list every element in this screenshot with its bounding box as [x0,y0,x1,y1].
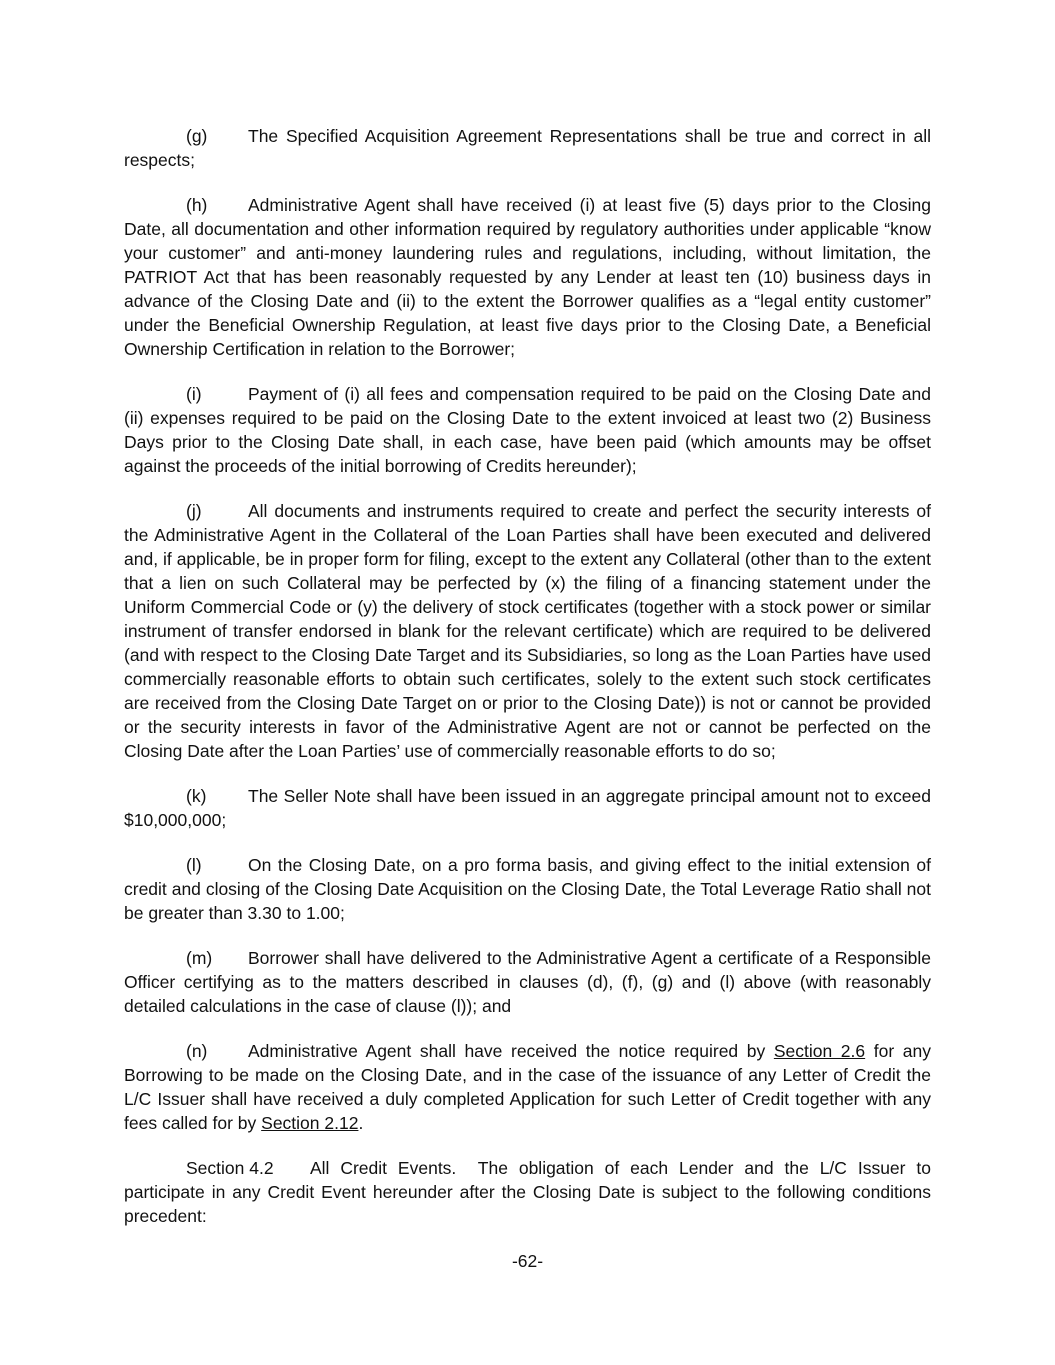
section-2-12-reference: Section 2.12 [261,1113,359,1133]
section-2-6-reference: Section 2.6 [773,1041,866,1061]
clause-text: On the Closing Date, on a pro forma basis, and giving effect to the initial extension of credit and closing of the Closing Date Acquisition on the Closing Date, the Total Leverage Ratio shall not be greater than 3.30 to 1.00; [124,855,931,923]
clause-text: The Specified Acquisition Agreement Representations shall be true and correct in all respects; [124,126,931,170]
clause-h [124,193,931,361]
clause-label: (k) [186,786,207,806]
clause-text: for any Borrowing to be made on the Closing Date, and in the case of the issuance of any Letter of Credit the L/C Issuer shall have received a duly completed Application for such Letter of Credit together with any fees called for by [124,1041,931,1133]
clause-label: (h) [186,195,208,215]
clause-label: (g) [186,126,208,146]
clause-label: (m) [186,948,213,968]
clause-l [124,853,931,925]
clause-k [124,784,931,832]
clause-label: (n) [186,1041,208,1061]
page-number: -62- [511,1251,544,1271]
clause-g [124,124,931,172]
clause-text: The Seller Note shall have been issued in an aggregate principal amount not to exceed $10,000,000; [124,786,931,830]
clause-text: Borrower shall have delivered to the Administrative Agent a certificate of a Responsible Officer certifying as to the matters described in clauses (d), (f), (g) and (l) above (with reasonably detailed calculations in the case of clause (l)); and [124,948,931,1016]
clause-m [124,946,931,1018]
clause-i [124,382,931,478]
clause-text: Payment of (i) all fees and compensation required to be paid on the Closing Date and (ii) expenses required to be paid on the Closing Date to the extent invoiced at least two (2) Business Days prior to the Closing Date shall, in each case, have been paid (which amounts may be offset against the proceeds of the initial borrowing of Credits hereunder); [124,384,931,476]
clause-text: . [358,1113,364,1133]
clause-label: (i) [186,384,202,404]
clause-n [124,1039,931,1135]
section-number: Section 4.2 [186,1158,274,1178]
section-4-2 [124,1156,931,1228]
clause-text: Administrative Agent shall have received the notice required by [248,1041,774,1061]
clause-text: Administrative Agent shall have received (i) at least five (5) days prior to the Closing Date, all documentation and other information required by regulatory authorities under applicable “know your customer” and anti-money laundering rules and regulations, including, without limitation, the PATRIOT Act that has been reasonably requested by any Lender at least ten (10) business days in advance of the Closing Date and (ii) to the extent the Borrower qualifies as a “legal entity customer” under the Beneficial Ownership Regulation, at least five days prior to the Closing Date, a Beneficial Ownership Certification in relation to the Borrower; [124,195,931,359]
page-body [124,124,931,1249]
clause-j [124,499,931,763]
clause-text: All documents and instruments required to create and perfect the security interests of the Administrative Agent in the Collateral of the Loan Parties shall have been executed and delivered and, if applicable, be in proper form for filing, except to the extent any Collateral (other than to the extent that a lien on such Collateral may be perfected by (x) the filing of a financing statement under the Uniform Commercial Code or (y) the delivery of stock certificates (together with a stock power or similar instrument of transfer endorsed in blank for the relevant certificate) which are required to be delivered (and with respect to the Closing Date Target and its Subsidiaries, so long as the Loan Parties have used commercially reasonable efforts to obtain such certificates, solely to the extent such stock certificates are received from the Closing Date Target on or prior to the Closing Date)) is not or cannot be provided or the security interests in favor of the Administrative Agent are not or cannot be perfected on the Closing Date after the Loan Parties’ use of commercially reasonable efforts to do so; [124,501,931,761]
section-text: The obligation of each Lender and the L/C Issuer to participate in any Credit Event hereunder after the Closing Date is subject to the following conditions precedent: [124,1158,931,1226]
clause-label: (j) [186,501,202,521]
section-title: All Credit Events. [310,1158,457,1178]
clause-label: (l) [186,855,202,875]
